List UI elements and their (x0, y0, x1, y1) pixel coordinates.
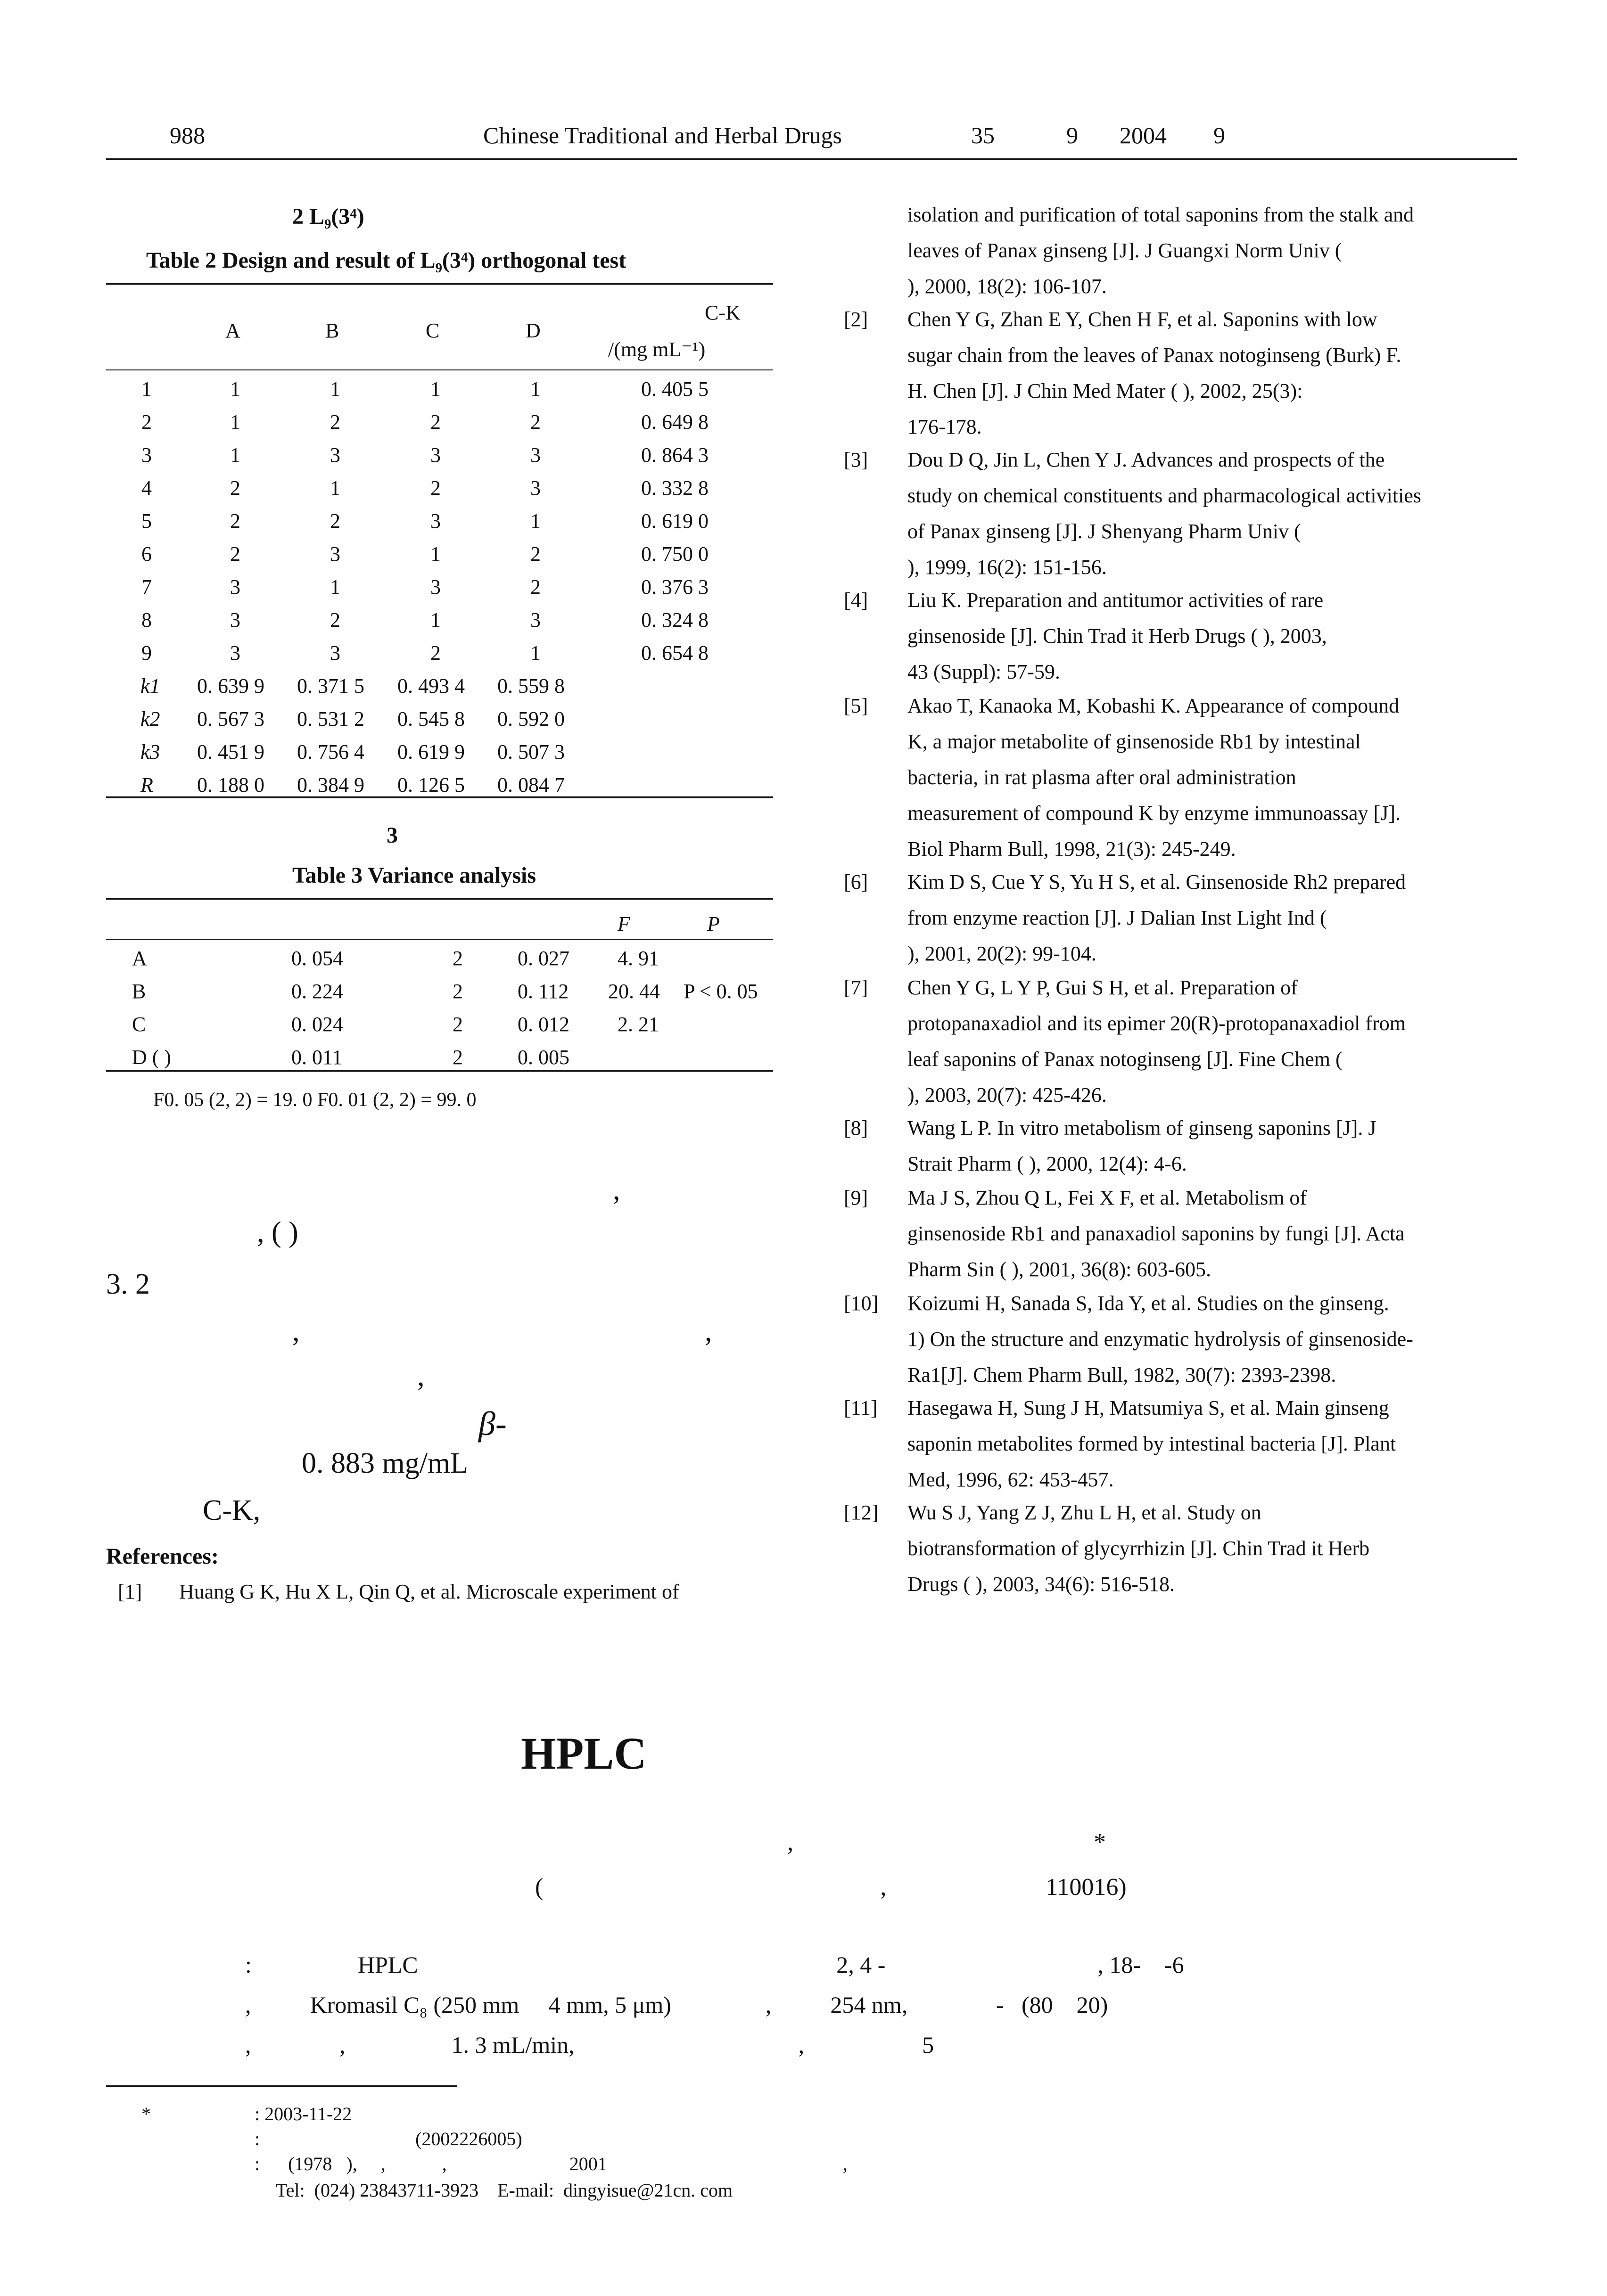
page-number: 988 (170, 122, 205, 148)
month: 9 (1213, 122, 1225, 148)
table3-title-cn: 3 (387, 823, 398, 848)
reference-2: [2] Chen Y G, Zhan E Y, Chen H F, et al. Saponins with low sugar chain from the leaves of Panax notoginseng (Burk) F. H. Chen [J]. J Chin Med Mater ( ), 2002, 25(3): 176-178. (844, 308, 1401, 438)
reference-8: [8] Wang L P. In vitro metabolism of ginseng saponins [J]. J Strait Pharm ( ), 2000, 12(4): 4-6. (844, 1116, 1376, 1175)
references-heading: References: (106, 1544, 219, 1569)
journal-name: Chinese Traditional and Herbal Drugs (483, 122, 842, 148)
footnote-rule (106, 2085, 457, 2087)
footnote-contact: Tel: (024) 23843711-3923 E-mail: dingyisue@21cn. com (276, 2180, 733, 2201)
footnote-fund: : (2002226005) (255, 2128, 522, 2149)
table2-header-c: C (426, 319, 440, 342)
body-comma: , (417, 1360, 425, 1392)
header-rule (106, 158, 1517, 160)
table2-title-en: Table 2 Design and result of L₉(3⁴) orthogonal test (146, 248, 626, 273)
table3-top-rule (106, 898, 773, 900)
abstract-line: , Kromasil C₈ (250 mm 4 mm, 5 μm) , 254 nm, - (80 20) (245, 1992, 1108, 2018)
table2-header-unit: /(mg mL⁻¹) (608, 338, 706, 361)
reference-1-cont: isolation and purification of total saponins from the stalk and leaves of Panax ginseng [J]. J Guangxi Norm Univ ( ), 2000, 18(2): 106-107. (907, 203, 1414, 298)
section-number: 3. 2 (106, 1268, 150, 1300)
table2-bottom-rule (106, 796, 773, 798)
table2-top-rule (106, 283, 773, 285)
table3-note: F0. 05 (2, 2) = 19. 0 F0. 01 (2, 2) = 99. 0 (153, 1089, 477, 1111)
body-comma: , (292, 1315, 300, 1347)
table2-title-cn: 2 L₉(3⁴) (292, 204, 364, 229)
table2-header-d: D (526, 319, 541, 342)
article-authors: , * (787, 1829, 1106, 1856)
reference-5: [5] Akao T, Kanaoka M, Kobashi K. Appearance of compound K, a major metabolite of ginsenoside Rb1 by intestinal bacteria, in rat plasma after oral administration measurement of compound K by enzyme immunoassay [J]. Biol Pharm Bull, 1998, 21(3): 245-249. (844, 694, 1401, 861)
concentration: 0. 883 mg/mL (302, 1447, 469, 1479)
body-comma: , (613, 1174, 620, 1206)
table2-header-b: B (325, 319, 339, 342)
footnote-star: * (141, 2103, 151, 2124)
article-title: HPLC (521, 1728, 647, 1779)
body-paren: , ( ) (257, 1216, 298, 1248)
volume: 35 (971, 122, 995, 148)
reference-10: [10] Koizumi H, Sanada S, Ida Y, et al. Studies on the ginseng. 1) On the structure and enzymatic hydrolysis of ginsenoside- Ra1[J]. Chem Pharm Bull, 1982, 30(7): 2393-2398. (844, 1292, 1413, 1386)
ck-text: C-K, (203, 1494, 261, 1526)
reference-1: [1] Huang G K, Hu X L, Qin Q, et al. Microscale experiment of (118, 1580, 679, 1603)
footnote-author: : (1978 ), , , 2001 , (255, 2153, 848, 2174)
reference-11: [11] Hasegawa H, Sung J H, Matsumiya S, et al. Main ginseng saponin metabolites formed by intestinal bacteria [J]. Plant Med, 1996, 62: 453-457. (844, 1396, 1396, 1491)
issue: 9 (1066, 122, 1078, 148)
table3-header-f: F (618, 912, 630, 935)
abstract-line: , , 1. 3 mL/min, , 5 (245, 2032, 934, 2058)
table3-mid-rule (106, 939, 773, 940)
table3-bottom-rule (106, 1070, 773, 1072)
table2-header-ck: C-K (705, 301, 741, 324)
table3-header-p: P (707, 912, 720, 935)
article-affiliation: ( , 110016) (535, 1874, 1127, 1901)
table3-title-en: Table 3 Variance analysis (292, 863, 536, 888)
reference-7: [7] Chen Y G, L Y P, Gui S H, et al. Preparation of protopanaxadiol and its epimer 20(R)-protopanaxadiol from leaf saponins of Panax notoginseng [J]. Fine Chem ( ), 2003, 20(7): 425-426. (844, 976, 1406, 1107)
year: 2004 (1120, 122, 1167, 148)
footnote-received: : 2003-11-22 (255, 2103, 352, 2124)
reference-4: [4] Liu K. Preparation and antitumor activities of rare ginsenoside [J]. Chin Trad it Herb Drugs ( ), 2003, 43 (Suppl): 57-59. (844, 589, 1327, 683)
abstract-line: : HPLC 2, 4 - , 18- -6 (245, 1952, 1184, 1978)
reference-9: [9] Ma J S, Zhou Q L, Fei X F, et al. Metabolism of ginsenoside Rb1 and panaxadiol saponins by fungi [J]. Acta Pharm Sin ( ), 2001, 36(8): 603-605. (844, 1186, 1405, 1281)
reference-3: [3] Dou D Q, Jin L, Chen Y J. Advances and prospects of the study on chemical constituents and pharmacological activities of Panax ginseng [J]. J Shenyang Pharm Univ ( ), 1999, 16(2): 151-156. (844, 448, 1421, 579)
beta-symbol: β- (478, 1405, 507, 1443)
table2-mid-rule (106, 369, 773, 370)
reference-12: [12] Wu S J, Yang Z J, Zhu L H, et al. Study on biotransformation of glycyrrhizin [J]. Chin Trad it Herb Drugs ( ), 2003, 34(6): 516-518. (844, 1501, 1370, 1596)
table2-header-a: A (225, 319, 240, 342)
reference-6: [6] Kim D S, Cue Y S, Yu H S, et al. Ginsenoside Rh2 prepared from enzyme reaction [J]. J Dalian Inst Light Ind ( ), 2001, 20(2): 99-104. (844, 870, 1406, 965)
body-comma: , (705, 1315, 712, 1347)
